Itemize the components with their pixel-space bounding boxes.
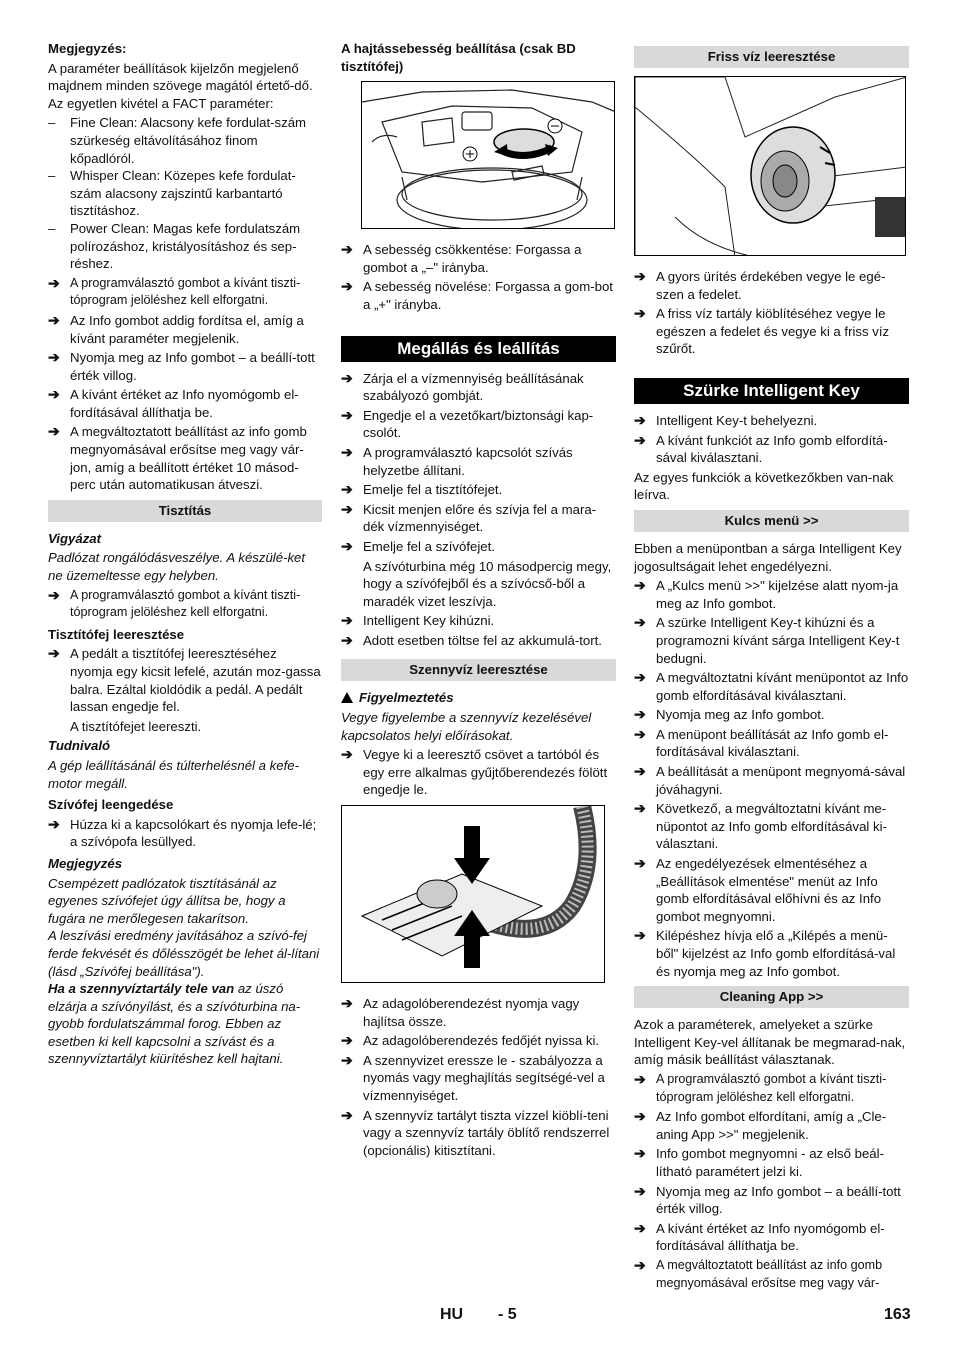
note-title: Megjegyzés xyxy=(48,855,123,871)
step-item: ➔ A szennyvizet eressze le - szabályozza a nyomás vagy meghajlítás segítségé-vel a vízmennyiséget. xyxy=(341,1051,605,1103)
step-item: ➔ A szennyvíz tartályt tiszta vízzel kiöblí-teni vagy a szennyvíz tartály öblítő rendszerrel (opcionális) kitisztítani. xyxy=(341,1106,610,1158)
right-arrow-icon: ➔ xyxy=(341,995,353,1012)
step-item: ➔ A megváltoztatni kívánt menüpontot az Info gomb elfordításával kiválasztani. xyxy=(634,669,909,703)
step-item: ➔ A kívánt értéket az Info nyomógomb el-fordításával állíthatja be. xyxy=(48,386,299,420)
step-item: ➔ Adott esetben töltse fel az akkumulá-tort. xyxy=(341,631,602,648)
subsection-title: Szívófej leengedése xyxy=(48,797,174,813)
right-arrow-icon: ➔ xyxy=(341,631,353,648)
right-arrow-icon: ➔ xyxy=(634,1256,646,1273)
right-arrow-icon: ➔ xyxy=(341,406,353,423)
right-arrow-icon: ➔ xyxy=(634,1145,646,1162)
step-item: ➔ Az Info gombot elfordítani, amíg a „Cle-aning App >>" megjelenik. xyxy=(634,1108,887,1142)
dash-item: – Fine Clean: Alacsony kefe fordulat-szám szürkeség eltávolításához finom kőpadlóról. xyxy=(48,115,307,166)
step-item: ➔ Következő, a megváltoztatni kívánt me-nüpontot az Info gomb elfordításával ki-választani. xyxy=(634,800,887,852)
footer-page-number: 163 xyxy=(884,1306,911,1323)
right-arrow-icon: ➔ xyxy=(341,1032,353,1049)
step-item: ➔ A friss víz tartály kiöblítéséhez vegye le egészen a fedelet és vegye ki a friss víz szűrőt. xyxy=(634,305,890,357)
info-text: A gép leállításánál és túlterhelésnél a kefe-motor megáll. xyxy=(48,757,299,791)
column-middle xyxy=(341,40,616,1161)
figure-fresh-water-cap xyxy=(634,76,906,256)
right-arrow-icon: ➔ xyxy=(634,268,646,284)
section-header-kulcs-menu: Kulcs menü >> xyxy=(634,510,909,532)
step-item: ➔ Az adagolóberendezést nyomja vagy hajlítsa össze. xyxy=(341,995,580,1029)
right-arrow-icon: ➔ xyxy=(634,577,646,594)
right-arrow-icon: ➔ xyxy=(48,815,60,832)
right-arrow-icon: ➔ xyxy=(634,763,646,780)
speed-knob-illustration xyxy=(362,82,615,229)
arrow-down-shape xyxy=(464,826,480,862)
footer-page-index: - 5 xyxy=(498,1306,517,1323)
step-item: ➔ A programválasztó gombot a kívánt tiszti-tóprogram jelöléshez kell elforgatni. xyxy=(48,275,322,310)
step-item: ➔ Engedje el a vezetőkart/biztonsági kap-csolót. xyxy=(341,406,594,441)
right-arrow-icon: ➔ xyxy=(634,927,646,944)
body-text: Az egyes funkciók a következőkben van-nak leírva. xyxy=(634,469,894,503)
step-item: ➔ Az Info gombot addig fordítsa el, amíg a kívánt paraméter megjelenik. xyxy=(48,311,304,346)
step-item: ➔ Az adagolóberendezés fedőjét nyissa ki. xyxy=(341,1032,600,1049)
subsection-title: A hajtássebesség beállítása (csak BD tisztítófej) xyxy=(341,41,576,74)
note-title: Megjegyzés: xyxy=(48,41,127,56)
right-arrow-icon: ➔ xyxy=(341,746,353,763)
fresh-water-cap-illustration xyxy=(635,77,906,256)
right-arrow-icon: ➔ xyxy=(634,1219,646,1236)
right-arrow-icon: ➔ xyxy=(634,614,646,631)
note-text: Ha a szennyvíztartály tele van az úszó elzárja a szívónyílást, és a szívóturbina na-gyobb fordulatszámmal forog. Ebben az esetben ki kell kapcsolni a szívást és a szennyvíztartályt kiürítéshez kell hajtani. xyxy=(48,981,301,1067)
right-arrow-icon: ➔ xyxy=(341,537,353,554)
step-item: ➔ A beállítását a menüpont megnyomá-sával jóváhagyni. xyxy=(634,763,906,797)
right-arrow-icon: ➔ xyxy=(634,305,646,322)
caution-text: Padlózat rongálódásveszélye. A készülé-ket ne üzemeltesse egy helyben. xyxy=(48,550,306,584)
right-arrow-icon: ➔ xyxy=(634,411,646,428)
step-item: ➔ A pedált a tisztítófej leeresztéséhez nyomja egy kicsit lefelé, azután moz-gassa balra. Ezáltal kioldódik a pedál. A pedált lassan engedje fel. xyxy=(48,645,321,715)
step-item: ➔ A programválasztó gombot a kívánt tiszti-tóprogram jelöléshez kell elforgatni. xyxy=(48,587,322,622)
note-text: Csempézett padlózatok tisztításánál az egyenes szívófejet úgy állítsa be, hogy a fugára ne merőlegesen takarítson. xyxy=(48,875,286,926)
right-arrow-icon: ➔ xyxy=(634,1108,646,1125)
step-item: ➔ A szürke Intelligent Key-t kihúzni és a programozni kívánt sárga Intelligent Key-t bedugni. xyxy=(634,614,900,666)
step-item: ➔ A menüpont beállítását az Info gomb el-fordításával kiválasztani. xyxy=(634,725,889,760)
right-arrow-icon: ➔ xyxy=(341,1106,353,1123)
warning-text: Vegye figyelembe a szennyvíz kezelésével kapcsolatos helyi előírásokat. xyxy=(341,710,592,743)
warning-title: Figyelmeztetés xyxy=(341,689,616,707)
right-arrow-icon: ➔ xyxy=(341,500,353,517)
section-header-tisztitas: Tisztítás xyxy=(48,500,322,522)
step-item: ➔ A programválasztó gombot a kívánt tiszti-tóprogram jelöléshez kell elforgatni. xyxy=(634,1071,909,1106)
right-arrow-icon: ➔ xyxy=(48,423,60,440)
column-right xyxy=(634,40,909,1294)
right-arrow-icon: ➔ xyxy=(341,278,353,295)
figure-drain-hose xyxy=(341,805,605,983)
right-arrow-icon: ➔ xyxy=(341,481,353,498)
right-arrow-icon: ➔ xyxy=(634,431,646,448)
right-arrow-icon: ➔ xyxy=(341,612,353,629)
figure-speed-knob xyxy=(361,81,615,229)
step-result: A szívóturbina még 10 másodpercig megy, hogy a szívófejből és a szívócső-ből a maradék vizet leszívja. xyxy=(363,558,612,609)
right-arrow-icon: ➔ xyxy=(48,349,60,366)
right-arrow-icon: ➔ xyxy=(341,241,353,258)
step-item: ➔ Intelligent Key kihúzni. xyxy=(341,612,495,629)
step-item: ➔ Az engedélyezések elmentéséhez a „Beállítások elmentése" menüt az Info gomb elfordításával előhívni és az Info gombot megnyomni. xyxy=(634,855,882,924)
step-item: ➔ A gyors ürítés érdekében vegye le egé-szen a fedelet. xyxy=(634,268,886,302)
step-item: ➔ A sebesség csökkentése: Forgassa a gombot a „–" irányba. xyxy=(341,241,582,275)
column-left xyxy=(48,40,322,1070)
section-header-szurke-key: Szürke Intelligent Key xyxy=(634,378,909,404)
step-item: ➔ Zárja el a vízmennyiség beállításának szabályozó gombját. xyxy=(341,369,584,404)
step-item: ➔ A kívánt értéket az Info nyomógomb el-fordításával állíthatja be. xyxy=(634,1219,885,1254)
note-text: A leszívási eredmény javításához a szívó-fej ferde fekvését és dőlésszögét be lehet ál-lítani (lásd „Szívófej beállítása"). xyxy=(48,928,320,979)
step-item: ➔ Nyomja meg az Info gombot – a beállí-tott érték villog. xyxy=(634,1182,901,1217)
step-item: ➔ A programválasztó kapcsolót szívás helyzetbe állítani. xyxy=(341,443,573,478)
section-header-megallas: Megállás és leállítás xyxy=(341,336,616,362)
body-text: Ebben a menüpontban a sárga Intelligent Key jogosultságait lehet engedélyezni. xyxy=(634,540,902,574)
right-arrow-icon: ➔ xyxy=(48,311,60,328)
dash-item: – Whisper Clean: Közepes kefe fordulat-szám alacsony zajszintű karbantartó tisztításhoz. xyxy=(48,168,296,219)
step-item: ➔ A „Kulcs menü >>" kijelzése alatt nyom-ja meg az Info gombot. xyxy=(634,577,899,611)
subsection-title: Tisztítófej leeresztése xyxy=(48,626,185,642)
step-item: ➔ Nyomja meg az Info gombot. xyxy=(634,706,825,723)
step-item: ➔ Nyomja meg az Info gombot – a beállí-tott érték villog. xyxy=(48,349,315,383)
right-arrow-icon: ➔ xyxy=(634,855,646,872)
step-item: ➔ A megváltoztatott beállítást az info gomb megnyomásával erősítse meg vagy vár-jon, amíg a beállított értéket 10 másod-perc után automatikusan átveszi. xyxy=(48,423,307,493)
right-arrow-icon: ➔ xyxy=(48,645,60,662)
right-arrow-icon: ➔ xyxy=(634,725,646,742)
right-arrow-icon: ➔ xyxy=(341,369,353,386)
right-arrow-icon: ➔ xyxy=(341,1051,353,1068)
right-arrow-icon: ➔ xyxy=(634,1182,646,1199)
right-arrow-icon: ➔ xyxy=(634,800,646,817)
section-header-szennyviz: Szennyvíz leeresztése xyxy=(341,659,616,681)
drain-hose-illustration xyxy=(342,806,605,983)
step-item: ➔ Emelje fel a szívófejet. xyxy=(341,537,495,554)
right-arrow-icon: ➔ xyxy=(48,586,60,603)
step-item: ➔ Intelligent Key-t behelyezni. xyxy=(634,411,818,428)
step-item: ➔ A megváltoztatott beállítást az info gomb megnyomásával erősítse meg vagy vár- xyxy=(634,1257,909,1292)
info-title: Tudnivaló xyxy=(48,738,111,754)
right-arrow-icon: ➔ xyxy=(634,669,646,686)
step-item: ➔ A kívánt funkciót az Info gomb elfordítá-sával kiválasztani. xyxy=(634,431,888,466)
right-arrow-icon: ➔ xyxy=(48,386,60,403)
step-item: ➔ Húzza ki a kapcsolókart és nyomja lefe-lé; a szívópofa lesüllyed. xyxy=(48,815,317,850)
note-text: A paraméter beállítások kijelzőn megjelenő majdnem minden szövege magától értető-dő. Az egyetlen kivétel a FACT paraméter: xyxy=(48,60,313,111)
step-item: ➔ Kilépéshez hívja elő a „Kilépés a menü-ből" kijelzést az Info gomb elfordításá-val és nyomja meg az Info gombot. xyxy=(634,927,896,979)
footer-language: HU xyxy=(440,1306,464,1323)
step-item: ➔ Emelje fel a tisztítófejet. xyxy=(341,481,503,498)
caution-title: Vigyázat xyxy=(48,530,102,546)
body-text: Azok a paraméterek, amelyeket a szürke Intelligent Key-vel állítanak be megmarad-nak, amíg másik beállítást választanak. xyxy=(634,1017,906,1068)
section-header-friss-viz: Friss víz leeresztése xyxy=(634,46,909,68)
step-item: ➔ Vegye ki a leeresztő csövet a tartóból és egy erre alkalmas gyűjtőberendezés fölött engedje le. xyxy=(341,746,608,798)
step-item: ➔ Info gombot megnyomni - az első beál-lítható paramétert jelzi ki. xyxy=(634,1145,884,1179)
right-arrow-icon: ➔ xyxy=(48,274,60,291)
step-item: ➔ A sebesség növelése: Forgassa a gom-bot a „+" irányba. xyxy=(341,278,613,312)
step-item: ➔ Kicsit menjen előre és szívja fel a mara-dék vízmennyiséget. xyxy=(341,500,597,535)
dash-item: – Power Clean: Magas kefe fordulatszám polírozáshoz, kristályosításhoz és sep-réshez. xyxy=(48,220,301,272)
warning-triangle-icon xyxy=(341,692,353,703)
right-arrow-icon: ➔ xyxy=(634,706,646,723)
section-header-cleaning-app: Cleaning App >> xyxy=(634,986,909,1008)
page-footer xyxy=(0,1306,954,1330)
right-arrow-icon: ➔ xyxy=(341,443,353,460)
step-result: A tisztítófejet leereszti. xyxy=(70,718,202,734)
right-arrow-icon: ➔ xyxy=(634,1070,646,1087)
